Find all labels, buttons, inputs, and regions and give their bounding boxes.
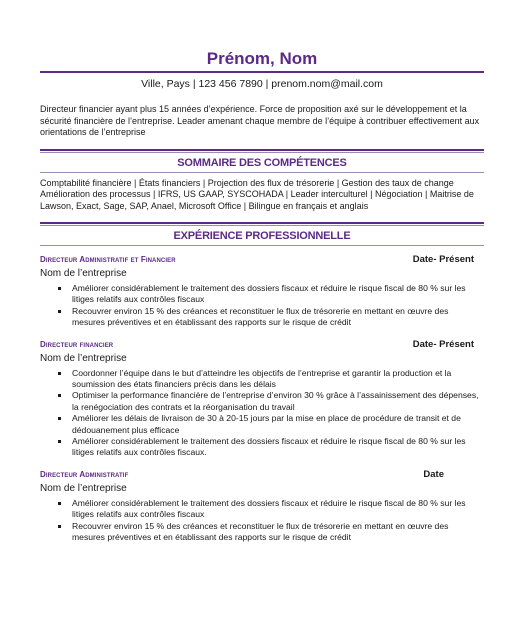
company-name: Nom de l’entreprise	[40, 482, 127, 494]
bullet-item: Améliorer les délais de livraison de 30 à 20-15 jours par la mise en place de procédure de transit et de dédouanement plus efficace	[72, 413, 484, 436]
skills-list: Comptabilité financière | États financiers | Projection des flux de trésorerie | Gestion des taux de change Amélioration des processus | IFRS, US GAAP, SYSCOHADA | Leader interculturel | Négociation | Maitrise de Lawson, Exact, Sage, SAP, Anael, Microsoft Office | Bilingue en français et anglais	[40, 177, 474, 211]
job-title: Directeur Administratif et Financier	[40, 255, 176, 264]
job-entry	[40, 339, 484, 459]
header-divider	[40, 71, 484, 73]
bullet-item: Recouvrer environ 15 % des créances et reconstituer le flux de trésorerie en mettant en œuvre des mesures préventives et en établissant des rapports sur le risque de crédit	[72, 521, 484, 544]
section-rule-bottom	[40, 172, 484, 173]
job-title: Directeur Administratif	[40, 469, 129, 479]
job-header	[40, 339, 484, 351]
bullet-item: Améliorer considérablement le traitement des dossiers fiscaux et réduire le risque fiscal de 80 % sur les litiges relatifs aux contrôles fiscaux	[72, 498, 484, 521]
job-date: Date- Présent	[412, 338, 474, 350]
job-bullets	[40, 498, 484, 544]
bullet-item: Optimiser la performance financière de l’entreprise d’environ 30 % grâce à l’assainissement des dépenses, la renégociation des contrats et la réorganisation du travail	[72, 390, 484, 413]
skills-section-header	[40, 149, 484, 173]
job-header	[40, 254, 484, 266]
company-name: Nom de l’entreprise	[40, 268, 127, 279]
company-name: Nom de l’entreprise	[40, 352, 127, 364]
bullet-item: Améliorer considérablement le traitement des dossiers fiscaux et réduire le risque fiscal de 80 % sur les litiges relatifs aux contrôles fiscaux.	[72, 436, 484, 459]
experience-section-title: EXPÉRIENCE PROFESSIONNELLE	[173, 230, 351, 242]
bullet-item: Améliorer considérablement le traitement des dossiers fiscaux et réduire le risque fiscal de 80 % sur les litiges relatifs aux contrôles fiscaux	[72, 283, 484, 306]
section-rule-top	[40, 222, 484, 226]
experience-list	[40, 254, 484, 544]
job-date: Date	[423, 468, 444, 480]
experience-section-header	[40, 222, 484, 246]
contact-line: Ville, Pays | 123 456 7890 | prenom.nom@mail.com	[141, 78, 383, 90]
profile-summary: Directeur financier ayant plus 15 années d’expérience. Force de proposition axé sur le développement et la sécurité financière de l’entreprise. Leader amenant chaque membre de l’équipe à contribuer effectivement aux orientations de l’entreprise	[40, 104, 480, 137]
job-title: Directeur financier	[40, 339, 114, 349]
bullet-item: Coordonner l’équipe dans le but d’atteindre les objectifs de l’entreprise et garantir la production et la soumission des états financiers précis dans les délais	[72, 368, 484, 391]
section-rule-top	[40, 149, 484, 153]
job-entry	[40, 254, 484, 329]
bullet-item: Recouvrer environ 15 % des créances et reconstituer le flux de trésorerie en mettant en œuvre des mesures préventives et en établissant des rapports sur le risque de crédit	[72, 306, 484, 329]
job-header	[40, 469, 484, 481]
job-bullets	[40, 368, 484, 459]
job-entry	[40, 469, 484, 544]
candidate-name: Prénom, Nom	[206, 49, 318, 68]
job-date: Date- Présent	[412, 254, 474, 265]
skills-section-title: SOMMAIRE DES COMPÉTENCES	[177, 156, 347, 169]
job-bullets	[40, 283, 484, 329]
section-rule-bottom	[40, 245, 484, 246]
